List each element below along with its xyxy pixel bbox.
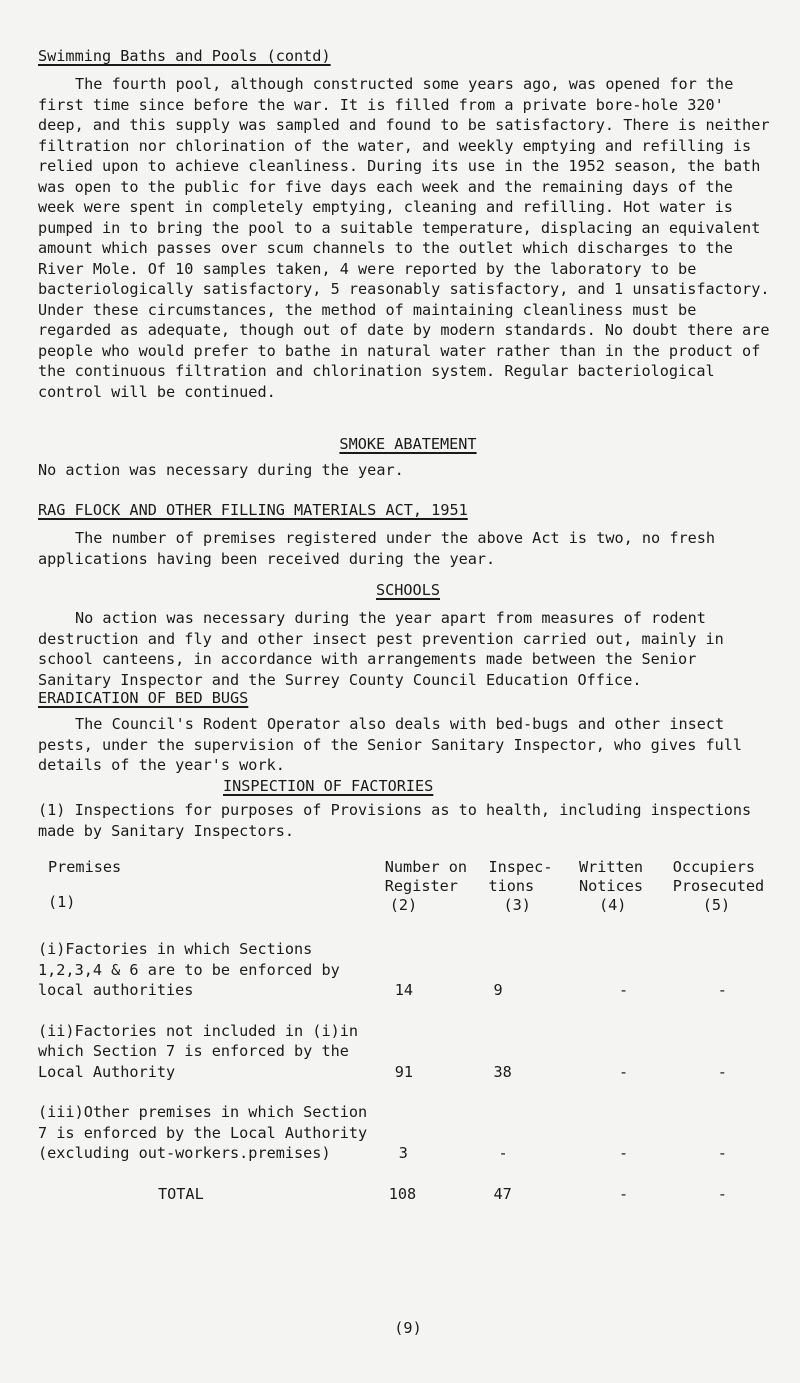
column-header <box>488 858 579 915</box>
column-header <box>579 858 673 915</box>
page-number: (9) <box>394 1319 422 1337</box>
prosecuted-cell: - <box>717 1144 727 1162</box>
table-row <box>38 1021 783 1083</box>
column-label: Occupiers Prosecuted <box>672 858 765 895</box>
column-number: (1) <box>48 893 76 911</box>
bed-bugs-text: The Council's Rodent Operator also deals with bed-bugs and other insect pests, under the supervision of the Senior Sanitary Inspector, who gives full details of the year's work. <box>38 715 743 774</box>
prosecuted-cell: - <box>717 1062 727 1081</box>
table-row <box>38 939 783 1001</box>
column-label: Number on Register <box>384 858 468 895</box>
rag-flock-text: The number of premises registered under the above Act is two, no fresh applications having been received during the year. <box>38 529 716 568</box>
inspections-cell: 9 <box>493 981 503 999</box>
notices-cell: - <box>619 981 629 999</box>
rag-flock-heading: RAG FLOCK AND OTHER FILLING MATERIALS ACT, 1951 <box>38 501 468 519</box>
column-header <box>385 858 489 915</box>
premises-cell: (i)Factories in which Sections 1,2,3,4 & 6 are to be enforced by local authorities <box>38 940 340 999</box>
factories-intro: (1) Inspections for purposes of Provisions as to health, including inspections made by Sanitary Inspectors. <box>38 801 752 840</box>
inspections-cell: - <box>498 1144 508 1162</box>
column-header <box>673 858 783 915</box>
schools-heading: SCHOOLS <box>375 581 440 599</box>
inspections-total: 47 <box>493 1184 512 1203</box>
total-label: TOTAL <box>158 1184 204 1203</box>
factories-table <box>38 858 783 1204</box>
factories-heading: INSPECTION OF FACTORIES <box>223 777 434 795</box>
prosecuted-total: - <box>717 1184 727 1203</box>
notices-total: - <box>619 1184 629 1203</box>
table-row <box>38 1102 783 1164</box>
register-cell: 3 <box>398 1144 408 1162</box>
premises-cell: (iii)Other premises in which Section 7 is enforced by the Local Authority (excluding out-workers.premises) <box>38 1103 368 1162</box>
column-label: Inspec- tions <box>488 858 553 895</box>
schools-text: No action was necessary during the year apart from measures of rodent destruction and fly and other insect pest prevention carried out, mainly in school canteens, in accordance with arrangements made between the Senior Sanitary Inspector and the Surrey County Council Education Office. <box>38 609 724 689</box>
column-header <box>38 858 385 915</box>
prosecuted-cell: - <box>717 981 727 999</box>
column-label: Written Notices <box>579 858 644 895</box>
table-header-row <box>38 858 783 915</box>
register-total: 108 <box>388 1184 417 1203</box>
column-number: (2) <box>389 896 418 914</box>
column-number: (4) <box>599 896 627 914</box>
bed-bugs-heading: ERADICATION OF BED BUGS <box>38 689 249 707</box>
column-number: (3) <box>503 896 531 914</box>
pool-paragraph: The fourth pool, although constructed some years ago, was opened for the first time since before the war. It is filled from a private bore-hole 320' deep, and this supply was sampled and found to be satisfactory. There is neither filtration nor chlorination of the water, and weekly emptying and refilling is relied upon to achieve cleanliness. During its use in the 1952 season, the bath was open to the public for five days each week and the remaining days of the week were spent in completely emptying, cleaning and refilling. Hot water is pumped in to bring the pool to a suitable temperature, displacing an equivalent amount which passes over scum channels to the outlet which discharges to the River Mole. Of 10 samples taken, 4 were reported by the laboratory to be bacteriologically satisfactory, 5 reasonably satisfactory, and 1 unsatisfactory. Under these circumstances, the method of maintaining cleanliness must be regarded as adequate, though out of date by modern standards. No doubt there are people who would prefer to bathe in natural water rather than in the product of the continuous filtration and chlorination system. Regular bacteriological control will be continued. <box>38 75 770 401</box>
inspections-cell: 38 <box>493 1062 512 1081</box>
register-cell: 91 <box>394 1062 414 1081</box>
column-number: (5) <box>702 896 731 914</box>
table-total-row <box>38 1184 783 1205</box>
smoke-abatement-heading: SMOKE ABATEMENT <box>339 435 477 453</box>
column-label: Premises <box>48 858 122 876</box>
notices-cell: - <box>619 1144 629 1162</box>
notices-cell: - <box>619 1062 629 1081</box>
premises-cell: (ii)Factories not included in (i)in which Section 7 is enforced by the Local Authority <box>38 1021 359 1081</box>
running-head: Swimming Baths and Pools (contd) <box>38 47 331 65</box>
smoke-abatement-text: No action was necessary during the year. <box>38 461 404 479</box>
register-cell: 14 <box>394 981 414 999</box>
